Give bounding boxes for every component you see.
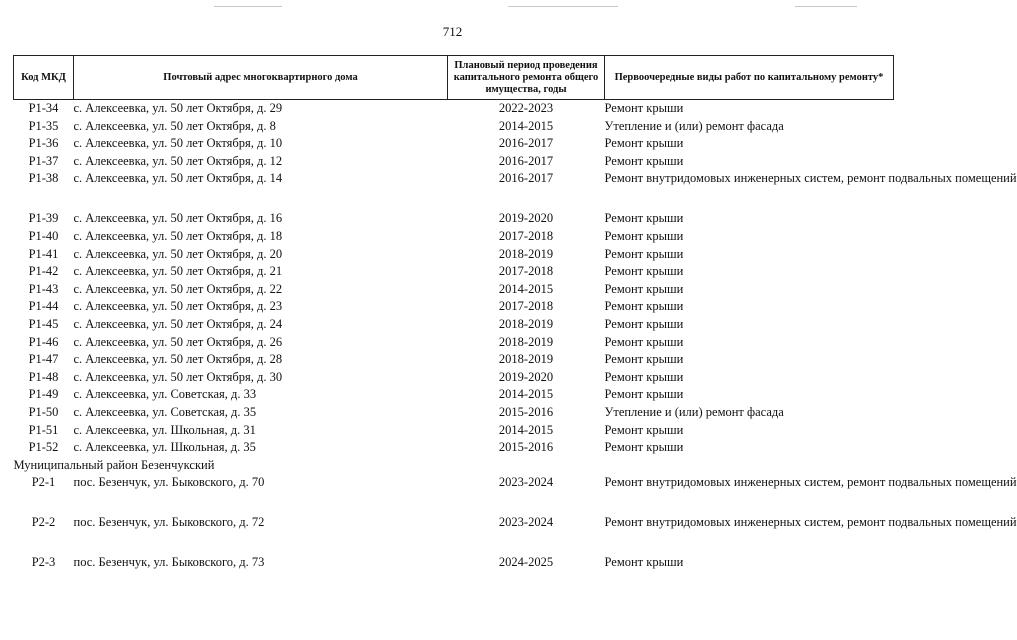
cell-works: Ремонт крыши (604, 316, 684, 331)
table-row (14, 422, 894, 440)
cell-address: с. Алексеевка, ул. Школьная, д. 31 (73, 422, 256, 437)
district-heading: Муниципальный район Безенчукский (13, 457, 215, 472)
cell-period: 2017-2018 (498, 264, 554, 279)
cell-code: Р1-34 (28, 101, 59, 115)
cell-works: Ремонт крыши (604, 101, 684, 115)
cell-works: Ремонт крыши (604, 153, 684, 168)
table-row (14, 316, 894, 334)
cell-works: Ремонт крыши (604, 369, 684, 384)
cell-address: пос. Безенчук, ул. Быковского, д. 73 (73, 555, 265, 570)
cell-works: Ремонт крыши (604, 440, 684, 455)
cell-code: Р1-42 (28, 264, 59, 279)
cell-works: Ремонт крыши (604, 264, 684, 279)
cell-address: пос. Безенчук, ул. Быковского, д. 70 (73, 475, 265, 490)
cell-code: Р1-35 (28, 118, 59, 133)
cell-works: Ремонт крыши (604, 228, 684, 243)
cell-works: Ремонт внутридомовых инженерных систем, ремонт подвальных помещений (604, 171, 1017, 186)
cell-code: Р1-45 (28, 316, 59, 331)
table-row (14, 153, 894, 171)
cell-address: с. Алексеевка, ул. Школьная, д. 35 (73, 440, 256, 455)
cell-code: Р2-1 (31, 475, 56, 490)
table-row (14, 386, 894, 404)
cell-period: 2018-2019 (498, 352, 554, 367)
table-row (14, 135, 894, 153)
cell-code: Р1-38 (28, 171, 59, 186)
cell-code: Р1-43 (28, 281, 59, 296)
cell-period: 2023-2024 (498, 475, 554, 490)
table-row (14, 369, 894, 387)
cell-address: с. Алексеевка, ул. 50 лет Октября, д. 23 (73, 299, 283, 314)
cell-period: 2015-2016 (498, 440, 554, 455)
cell-period: 2017-2018 (498, 228, 554, 243)
cell-period: 2016-2017 (498, 153, 554, 168)
table-row (14, 100, 894, 118)
cell-works: Ремонт крыши (604, 352, 684, 367)
cell-works: Ремонт крыши (604, 136, 684, 151)
cell-address: с. Алексеевка, ул. 50 лет Октября, д. 28 (73, 352, 283, 367)
cell-period: 2019-2020 (498, 369, 554, 384)
table-row (14, 281, 894, 299)
cell-works: Утепление и (или) ремонт фасада (604, 404, 784, 419)
header-works: Первоочередные виды работ по капитальному ремонту* (605, 56, 894, 100)
cell-works: Ремонт крыши (604, 211, 684, 226)
cell-address: с. Алексеевка, ул. 50 лет Октября, д. 29 (73, 101, 283, 115)
cell-address: с. Алексеевка, ул. 50 лет Октября, д. 26 (73, 334, 283, 349)
cell-code: Р1-52 (28, 440, 59, 455)
cell-address: с. Алексеевка, ул. 50 лет Октября, д. 16 (73, 211, 283, 226)
table-row (14, 404, 894, 422)
cell-period: 2016-2017 (498, 171, 554, 186)
cell-address: с. Алексеевка, ул. Советская, д. 35 (73, 404, 257, 419)
cell-address: с. Алексеевка, ул. 50 лет Октября, д. 18 (73, 228, 283, 243)
table-body (13, 100, 1017, 572)
table-row (14, 170, 894, 210)
cell-period: 2017-2018 (498, 299, 554, 314)
table-row (14, 228, 894, 246)
cell-works: Ремонт крыши (604, 281, 684, 296)
cell-code: Р1-49 (28, 387, 59, 402)
cell-period: 2018-2019 (498, 334, 554, 349)
cell-period: 2018-2019 (498, 246, 554, 261)
cell-period: 2014-2015 (498, 118, 554, 133)
cell-code: Р1-37 (28, 153, 59, 168)
cell-code: Р1-41 (28, 246, 59, 261)
cell-works: Утепление и (или) ремонт фасада (604, 118, 784, 133)
header-address: Почтовый адрес многоквартирного дома (74, 56, 448, 100)
cell-period: 2016-2017 (498, 136, 554, 151)
cell-period: 2014-2015 (498, 422, 554, 437)
capital-repair-table (13, 55, 1017, 572)
cell-works: Ремонт крыши (604, 387, 684, 402)
cell-code: Р1-51 (28, 422, 59, 437)
cell-works: Ремонт крыши (604, 246, 684, 261)
district-row (14, 457, 894, 475)
cell-works: Ремонт крыши (604, 334, 684, 349)
cell-period: 2023-2024 (498, 515, 554, 530)
cell-period: 2022-2023 (498, 101, 554, 115)
cell-address: с. Алексеевка, ул. 50 лет Октября, д. 20 (73, 246, 283, 261)
cell-address: с. Алексеевка, ул. 50 лет Октября, д. 22 (73, 281, 283, 296)
cell-address: с. Алексеевка, ул. 50 лет Октября, д. 10 (73, 136, 283, 151)
cell-period: 2014-2015 (498, 387, 554, 402)
cell-code: Р1-44 (28, 299, 59, 314)
header-code: Код МКД (14, 56, 74, 100)
cell-period: 2019-2020 (498, 211, 554, 226)
table-row (14, 298, 894, 316)
table-header-row (14, 56, 894, 100)
table-row (14, 210, 894, 228)
cell-period: 2014-2015 (498, 281, 554, 296)
scan-mark-3 (795, 6, 857, 7)
cell-code: Р1-36 (28, 136, 59, 151)
table-row (14, 118, 894, 136)
page-number: 712 (442, 24, 463, 39)
cell-works: Ремонт внутридомовых инженерных систем, ремонт подвальных помещений (604, 475, 1017, 490)
cell-address: пос. Безенчук, ул. Быковского, д. 72 (73, 515, 265, 530)
cell-code: Р1-48 (28, 369, 59, 384)
cell-code: Р2-2 (31, 515, 56, 530)
cell-address: с. Алексеевка, ул. 50 лет Октября, д. 24 (73, 316, 283, 331)
cell-period: 2024-2025 (498, 555, 554, 570)
cell-works: Ремонт внутридомовых инженерных систем, ремонт подвальных помещений (604, 515, 1017, 530)
table-row (14, 263, 894, 281)
scan-mark-1 (214, 6, 282, 7)
cell-works: Ремонт крыши (604, 422, 684, 437)
cell-period: 2018-2019 (498, 316, 554, 331)
table-row (14, 351, 894, 369)
cell-address: с. Алексеевка, ул. 50 лет Октября, д. 12 (73, 153, 283, 168)
cell-code: Р1-40 (28, 228, 59, 243)
table-row (14, 246, 894, 264)
cell-code: Р2-3 (31, 555, 56, 570)
table-row (14, 554, 894, 572)
cell-period: 2015-2016 (498, 404, 554, 419)
table-row (14, 334, 894, 352)
cell-code: Р1-47 (28, 352, 59, 367)
table-row (14, 474, 894, 514)
cell-works: Ремонт крыши (604, 555, 684, 570)
cell-address: с. Алексеевка, ул. 50 лет Октября, д. 21 (73, 264, 283, 279)
cell-address: с. Алексеевка, ул. 50 лет Октября, д. 30 (73, 369, 283, 384)
cell-address: с. Алексеевка, ул. Советская, д. 33 (73, 387, 257, 402)
scan-mark-2 (508, 6, 618, 7)
cell-address: с. Алексеевка, ул. 50 лет Октября, д. 14 (73, 171, 283, 186)
cell-works: Ремонт крыши (604, 299, 684, 314)
header-period: Плановый период проведения капитального ремонта общего имущества, годы (448, 56, 605, 100)
table-row (14, 514, 894, 554)
cell-code: Р1-50 (28, 404, 59, 419)
cell-code: Р1-39 (28, 211, 59, 226)
cell-address: с. Алексеевка, ул. 50 лет Октября, д. 8 (73, 118, 276, 133)
table-row (14, 439, 894, 457)
cell-code: Р1-46 (28, 334, 59, 349)
